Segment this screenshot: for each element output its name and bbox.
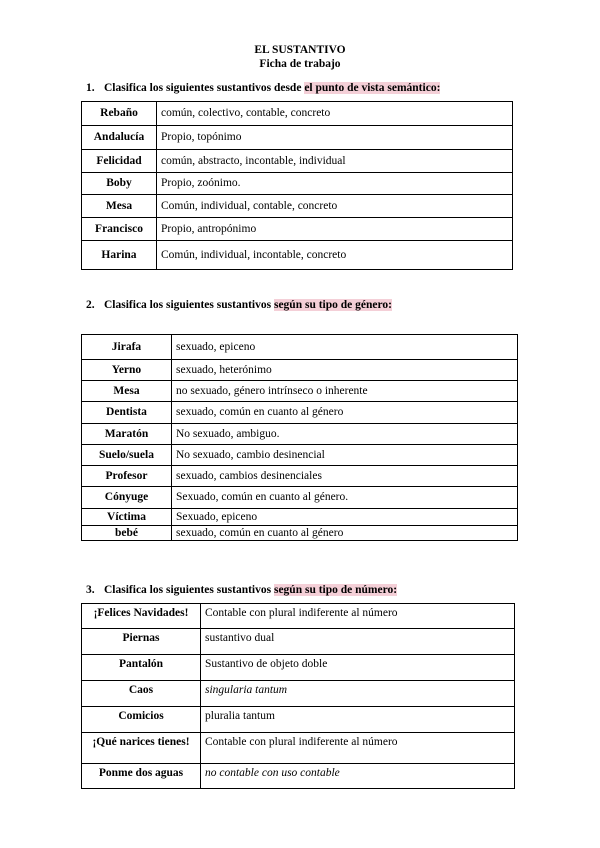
table-row <box>82 402 518 424</box>
section-1-number: 1. <box>86 82 95 94</box>
noun-cell: Comicios <box>82 707 201 733</box>
table-row <box>82 733 515 764</box>
classification-cell: Contable con plural indiferente al número <box>201 733 515 764</box>
classification-cell: no sexuado, género intrínseco o inherente <box>172 381 518 402</box>
classification-cell: sexuado, cambios desinenciales <box>172 466 518 487</box>
noun-cell: Profesor <box>82 466 172 487</box>
table-row <box>82 655 515 681</box>
noun-cell: Boby <box>82 173 157 195</box>
noun-cell: bebé <box>82 526 172 541</box>
noun-cell: Cónyuge <box>82 487 172 509</box>
noun-cell: Pantalón <box>82 655 201 681</box>
classification-cell: pluralia tantum <box>201 707 515 733</box>
table-row <box>82 707 515 733</box>
classification-cell: Común, individual, contable, concreto <box>157 195 513 218</box>
noun-cell: Andalucía <box>82 126 157 150</box>
classification-cell: No sexuado, ambiguo. <box>172 424 518 445</box>
semantic-table <box>81 101 513 270</box>
table-row <box>82 466 518 487</box>
table-row <box>82 381 518 402</box>
noun-cell: Francisco <box>82 218 157 241</box>
table-row <box>82 681 515 707</box>
table-row <box>82 126 513 150</box>
classification-cell: sexuado, heterónimo <box>172 360 518 381</box>
classification-cell: No sexuado, cambio desinencial <box>172 445 518 466</box>
noun-cell: Víctima <box>82 509 172 526</box>
section-3-prefix: Clasifica los siguientes sustantivos <box>104 584 274 596</box>
noun-cell: ¡Qué narices tienes! <box>82 733 201 764</box>
classification-cell: Contable con plural indiferente al número <box>201 604 515 629</box>
table-row <box>82 629 515 655</box>
table-row <box>82 764 515 789</box>
section-1-prefix: Clasifica los siguientes sustantivos desde <box>104 82 305 94</box>
section-2-heading <box>86 299 392 311</box>
table-row <box>82 173 513 195</box>
classification-cell: sexuado, común en cuanto al género <box>172 402 518 424</box>
noun-cell: Dentista <box>82 402 172 424</box>
classification-cell: no contable con uso contable <box>201 764 515 789</box>
noun-cell: Caos <box>82 681 201 707</box>
classification-cell: singularia tantum <box>201 681 515 707</box>
noun-cell: ¡Felices Navidades! <box>82 604 201 629</box>
page-title: EL SUSTANTIVO <box>254 44 346 56</box>
section-1-highlight: el punto de vista semántico: <box>304 82 441 94</box>
classification-cell: Propio, topónimo <box>157 126 513 150</box>
noun-cell: Felicidad <box>82 150 157 173</box>
classification-cell: Sexuado, epiceno <box>172 509 518 526</box>
classification-cell: sexuado, común en cuanto al género <box>172 526 518 541</box>
classification-cell: Sustantivo de objeto doble <box>201 655 515 681</box>
table-row <box>82 241 513 270</box>
noun-cell: Ponme dos aguas <box>82 764 201 789</box>
section-2-prefix: Clasifica los siguientes sustantivos <box>104 299 274 311</box>
table-row <box>82 195 513 218</box>
noun-cell: Harina <box>82 241 157 270</box>
noun-cell: Jirafa <box>82 335 172 360</box>
noun-cell: Yerno <box>82 360 172 381</box>
noun-cell: Mesa <box>82 381 172 402</box>
table-row <box>82 526 518 541</box>
table-row <box>82 509 518 526</box>
section-3-number: 3. <box>86 584 95 596</box>
table-row <box>82 102 513 126</box>
section-3-heading <box>86 584 397 596</box>
table-row <box>82 218 513 241</box>
classification-cell: Propio, zoónimo. <box>157 173 513 195</box>
gender-table <box>81 334 518 541</box>
classification-cell: Propio, antropónimo <box>157 218 513 241</box>
classification-cell: Sexuado, común en cuanto al género. <box>172 487 518 509</box>
section-2-number: 2. <box>86 299 95 311</box>
table-row <box>82 150 513 173</box>
section-3-highlight: según su tipo de número: <box>273 584 398 596</box>
noun-cell: Piernas <box>82 629 201 655</box>
noun-cell: Mesa <box>82 195 157 218</box>
noun-cell: Maratón <box>82 424 172 445</box>
classification-cell: común, abstracto, incontable, individual <box>157 150 513 173</box>
classification-cell: común, colectivo, contable, concreto <box>157 102 513 126</box>
noun-cell: Rebaño <box>82 102 157 126</box>
classification-cell: sustantivo dual <box>201 629 515 655</box>
table-row <box>82 487 518 509</box>
page-subtitle: Ficha de trabajo <box>259 58 341 70</box>
table-row <box>82 360 518 381</box>
table-row <box>82 445 518 466</box>
section-1-heading <box>86 82 440 94</box>
classification-cell: Común, individual, incontable, concreto <box>157 241 513 270</box>
table-row <box>82 424 518 445</box>
table-row <box>82 335 518 360</box>
noun-cell: Suelo/suela <box>82 445 172 466</box>
number-table <box>81 603 515 789</box>
classification-cell: sexuado, epiceno <box>172 335 518 360</box>
section-2-highlight: según su tipo de género: <box>273 299 392 311</box>
table-row <box>82 604 515 629</box>
